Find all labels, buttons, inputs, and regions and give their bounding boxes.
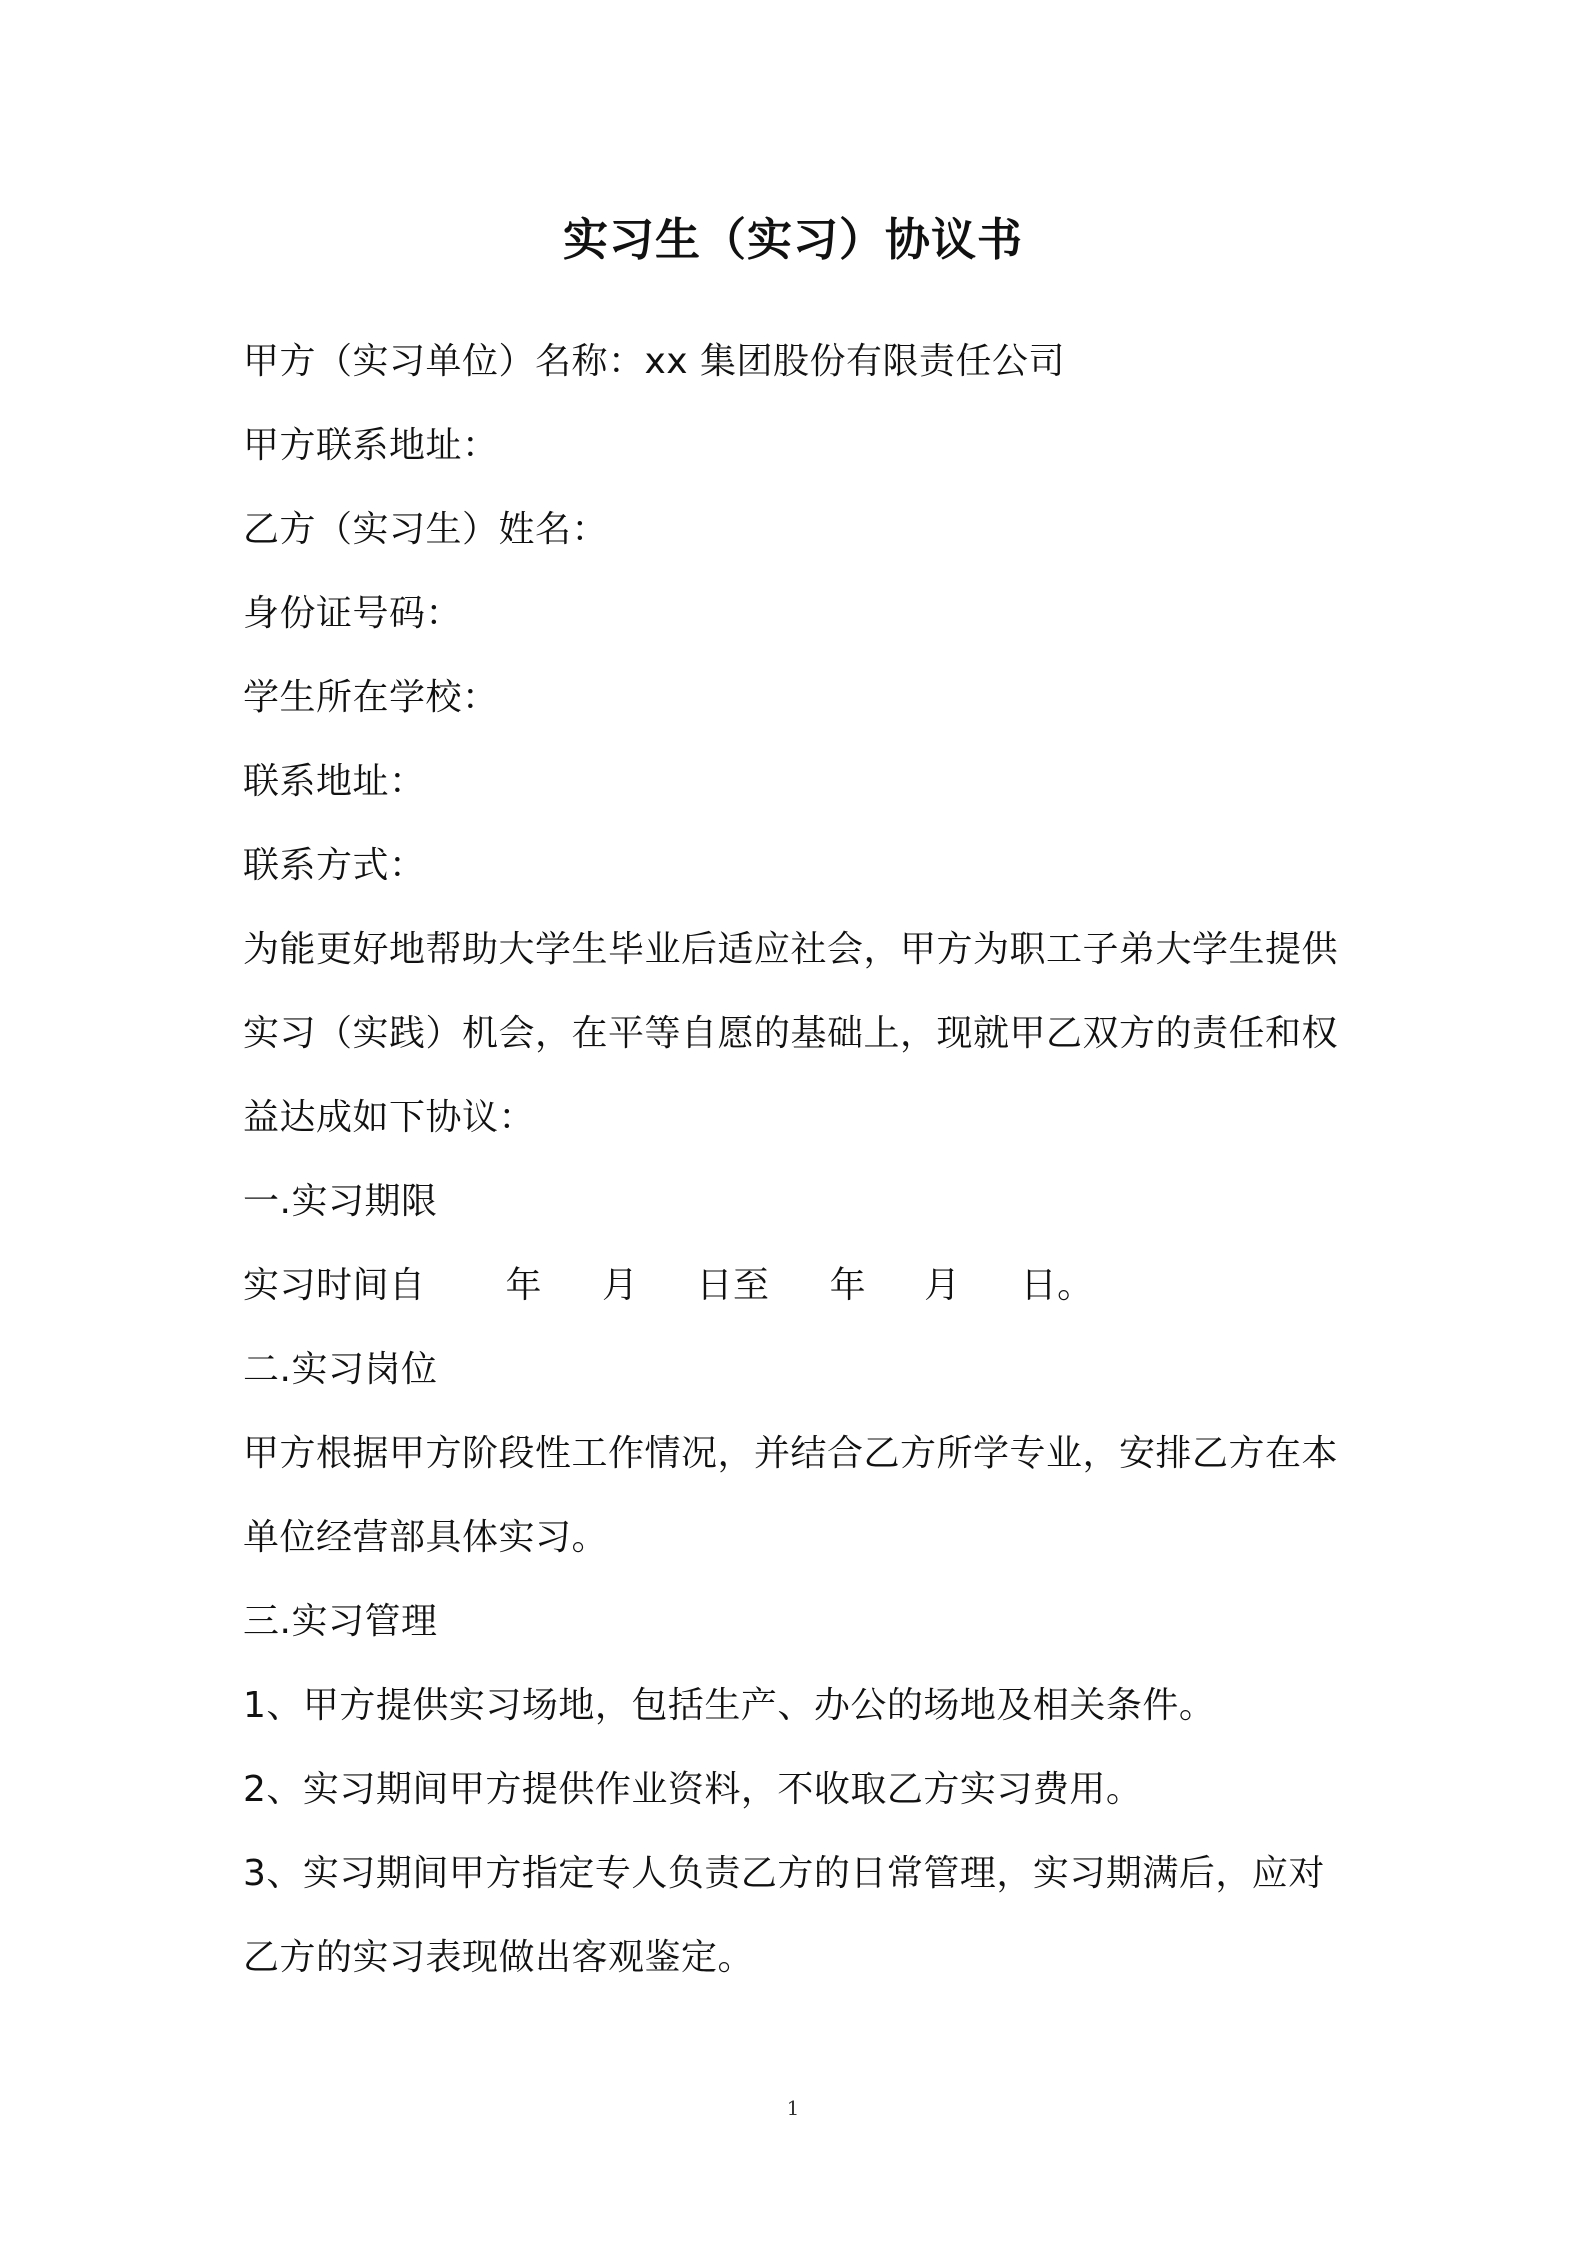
date-day-start: 日至 — [696, 1265, 770, 1306]
date-day-end: 日。 — [1020, 1265, 1094, 1306]
date-year-start: 年 — [505, 1265, 543, 1306]
position-text-line: 单位经营部具体实习。 — [243, 1517, 609, 1558]
field-party-a-name: 甲方（实习单位）名称：xx 集团股份有限责任公司 — [243, 341, 1066, 382]
section-heading-term: 一.实习期限 — [243, 1181, 438, 1222]
date-label: 实习时间自 — [243, 1265, 426, 1306]
field-school: 学生所在学校： — [243, 677, 499, 718]
section-heading-position: 二.实习岗位 — [243, 1349, 438, 1390]
intro-line: 实习（实践）机会，在平等自愿的基础上，现就甲乙双方的责任和权 — [243, 1013, 1339, 1054]
section-heading-management: 三.实习管理 — [243, 1601, 438, 1642]
document-body — [243, 332, 1353, 2012]
management-item: 3、实习期间甲方指定专人负责乙方的日常管理，实习期满后，应对 — [243, 1853, 1325, 1894]
intro-line: 为能更好地帮助大学生毕业后适应社会，甲方为职工子弟大学生提供 — [243, 929, 1339, 970]
page-number: 1 — [786, 2096, 800, 2120]
date-year-end: 年 — [829, 1265, 867, 1306]
field-party-b-name: 乙方（实习生）姓名： — [243, 509, 609, 550]
management-item: 1、甲方提供实习场地，包括生产、办公的场地及相关条件。 — [243, 1685, 1216, 1726]
field-contact-address: 联系地址： — [243, 761, 426, 802]
date-month-end: 月 — [924, 1265, 961, 1306]
field-contact-method: 联系方式： — [243, 845, 426, 886]
document-title: 实习生（实习）协议书 — [562, 213, 1023, 266]
intro-line: 益达成如下协议： — [243, 1097, 536, 1138]
management-item: 2、实习期间甲方提供作业资料，不收取乙方实习费用。 — [243, 1769, 1143, 1810]
field-id-number: 身份证号码： — [243, 593, 463, 634]
field-party-a-address: 甲方联系地址： — [243, 425, 499, 466]
position-text-line: 甲方根据甲方阶段性工作情况，并结合乙方所学专业，安排乙方在本 — [243, 1433, 1339, 1474]
date-month-start: 月 — [602, 1265, 639, 1306]
internship-date-line — [243, 1256, 1353, 1340]
management-item: 乙方的实习表现做出客观鉴定。 — [243, 1937, 755, 1978]
